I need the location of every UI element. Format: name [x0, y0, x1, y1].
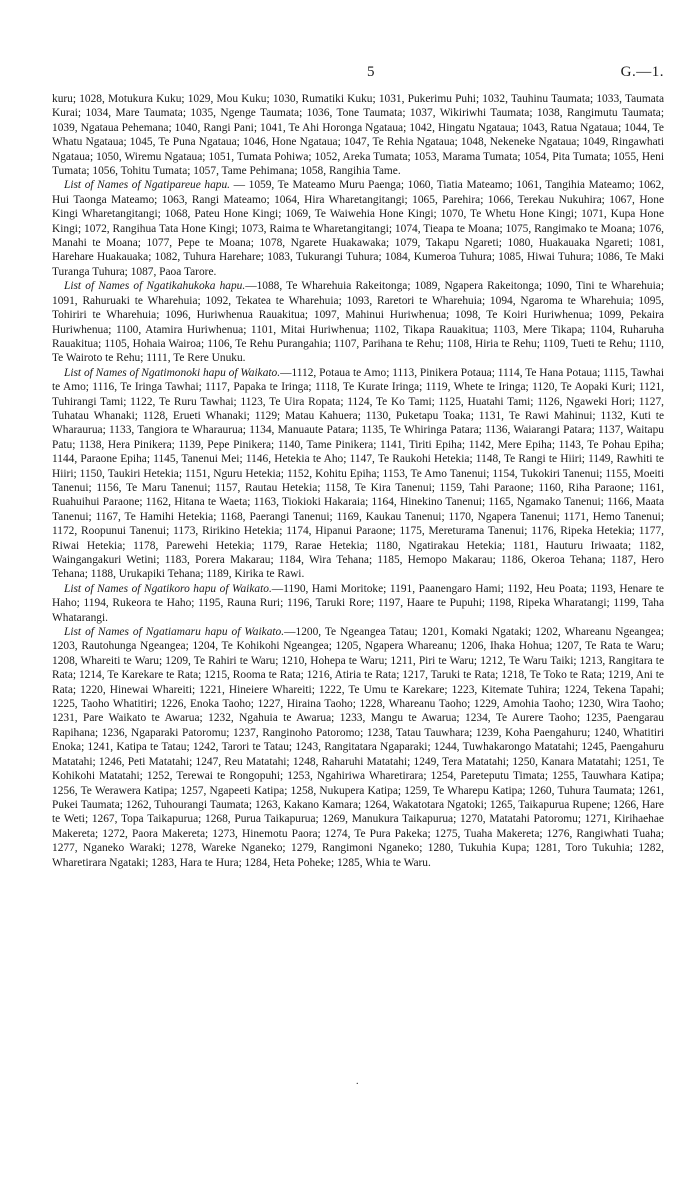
paragraph [52, 582, 664, 625]
paragraph [52, 625, 664, 870]
paragraph-text: —1112, Potaua te Amo; 1113, Pinikera Potaua; 1114, Te Hana Potaua; 1115, Tawhai te Amo; 1116, Te Iringa Tawhai; 1117, Papaka te Iringa; 1118, Te Kurate Iringa; 1119, Whete te Iringa; 1120, Te Aopaki Kuri; 1121, Tuhirangi Tami; 1122, Te Ruru Tawhai; 1123, Te Uira Ropata; 1124, Te Ko Tami; 1125, Huatahi Tami; 1126, Ngaweki Hori; 1127, Tuhatau Whanaki; 1128, Erueti Whanaki; 1129; Matau Kahuera; 1130, Puketapu Toaka; 1131, Te Rawi Mahinui; 1132, Kuti te Wharaurua; 1133, Tangiora te Wharaurua; 1134, Manuaute Patara; 1135, Te Whiringa Patara; 1136, Waiarangi Patara; 1137, Waitapu Patu; 1138, Hera Pinikera; 1139, Pepe Pinikera; 1140, Tame Pinikera; 1141, Tiriti Epiha; 1142, Mere Epiha; 1143, Te Pohau Epiha; 1144, Paraone Epiha; 1145, Tanenui Mei; 1146, Hetekia te Aho; 1147, Te Raukohi Hetekia; 1148, Te Rangi te Hiiri; 1149, Rawhiti te Hiiri; 1150, Taukiri Hetekia; 1151, Nguru Hetekia; 1152, Kohitu Epiha; 1153, Te Amo Tanenui; 1154, Tukokiri Tanenui; 1155, Moeiti Tanenui; 1156, Te Maru Tanenui; 1157, Rautau Hetekia; 1158, Te Kira Tanenui; 1159, Tahi Paraone; 1160, Riha Paraone; 1161, Ruahuihui Paraone; 1162, Hitana te Waeta; 1163, Tiokioki Hakaraia; 1164, Hinekino Tanenui; 1165, Ngamako Tanenui; 1166, Maata Tanenui; 1167, Te Hamihi Hetekia; 1168, Paerangi Tanenui; 1169, Kaukau Tanenui; 1170, Ngapera Tanenui; 1171, Hemo Tanenui; 1172, Roopunui Tanenui; 1173, Ririkino Hetekia; 1174, Hipanui Paraone; 1175, Mereturama Tanenui; 1176, Ripeka Hetekia; 1177, Riwai Hetekia; 1178, Parewehi Hetekia; 1179, Rarae Hetekia; 1180, Ngatirakau Hetekia; 1181, Hauturu Iriwaata; 1182, Waingangakuri Wetini; 1183, Porera Makarau; 1184, Wira Tehana; 1185, Hemopo Makarau; 1186, Okeroa Tehana; 1187, Hero Tehana; 1188, Urukapiki Tehana; 1189, Kirika te Rawi. [52, 366, 664, 581]
paragraph-text: —1200, Te Ngeangea Tatau; 1201, Komaki Ngataki; 1202, Whareanu Ngeangea; 1203, Rautohunga Ngeangea; 1204, Te Kohikohi Ngeangea; 1205, Ngapera Whareanu; 1206, Ihaka Hohua; 1207, Te Rata te Waru; 1208, Whareiti te Waru; 1209, Te Rahiri te Waru; 1210, Hohepa te Waru; 1211, Piri te Waru; 1212, Te Waru Taiki; 1213, Rangitara te Rata; 1214, Te Karekare te Rata; 1215, Rooma te Rata; 1216, Atiria te Rata; 1217, Taruki te Rata; 1218, Te Toko te Rata; 1219, Ani te Rata; 1220, Hinewai Whareiti; 1221, Hineiere Whareiti; 1222, Te Umu te Karekare; 1223, Kitemate Tuhira; 1224, Tekena Tapahi; 1225, Taoho Whatitiri; 1226, Enoka Taoho; 1227, Hiraina Taoho; 1228, Whareanu Taoho; 1229, Amohia Taoho; 1230, Wira Taoho; 1231, Pare Waikato te Awarua; 1232, Ngahuia te Awarua; 1233, Mangu te Awarua; 1234, Te Aurere Taoho; 1235, Paengarau Rapihana; 1236, Ngaparaki Patoromu; 1237, Ranginoho Patoromo; 1238, Tatau Tauwhara; 1239, Koha Paengahuru; 1240, Whatitiri Enoka; 1241, Katipa te Tatau; 1242, Tarori te Tatau; 1243, Rangitatara Ngaparaki; 1244, Tuwhakarongo Matatahi; 1245, Paengahuru Matatahi; 1246, Peti Matatahi; 1247, Reu Matatahi; 1248, Raharuhi Matatahi; 1249, Tera Matatahi; 1250, Kanara Matatahi; 1251, Te Kohikohi Matatahi; 1252, Terewai te Rongopuhi; 1253, Ngahiriwa Wharetirara; 1254, Pareteputu Timata; 1255, Tauwhara Katipa; 1256, Te Werawera Katipa; 1257, Ngapeeti Katipa; 1258, Nukupera Katipa; 1259, Te Wharepu Katipa; 1260, Tuhura Taumata; 1261, Pukei Taumata; 1262, Tuhourangi Taumata; 1263, Kakano Kamara; 1264, Wakatotara Ngatoki; 1265, Taikapurua Rupene; 1266, Hare te Weti; 1267, Topa Taikapurua; 1268, Purua Taikapurua; 1269, Manukura Taikapurua; 1270, Matatahi Patoromu; 1271, Kirihaehae Makereta; 1272, Paora Makereta; 1273, Hinemotu Paora; 1274, Te Pura Pakeka; 1275, Tuaha Makereta; 1276, Rangiwhati Tuaha; 1277, Nganeko Waraki; 1278, Wareke Nganeko; 1279, Rangimoni Nganeko; 1280, Tukuhia Kupa; 1281, Toro Tukuhia; 1282, Wharetirara Ngataki; 1283, Hara te Hura; 1284, Heta Poheke; 1285, Whia te Waru. [52, 626, 664, 869]
page-number: 5 [367, 64, 375, 80]
document-reference: G.—1. [620, 64, 664, 80]
section-heading: List of Names of Ngatimonoki hapu of Waikato. [64, 366, 281, 379]
paragraph [52, 279, 664, 365]
body-text [52, 92, 664, 870]
stray-mark: . [356, 1076, 359, 1087]
paragraph-text: —1088, Te Wharehuia Rakeitonga; 1089, Ngapera Rakeitonga; 1090, Tini te Wharehuia; 1091, Rahuruaki te Wharehuia; 1092, Tekatea te Wharehuia; 1093, Raretori te Wharehuia; 1094, Ngaroma te Wharehuia; 1095, Tohiriri te Wharehuia; 1096, Huriwhenua Rauakitua; 1097, Mahinui Huriwhenua; 1098, Te Koiri Huriwhenua; 1099, Pekaira Huriwhenua; 1100, Atamira Huriwhenua; 1101, Mitai Huriwhenua; 1102, Tikapa Rauakitua; 1103, Mere Tikapa; 1104, Ruharuha Rauakitua; 1105, Hohaia Wairoa; 1106, Te Rehu Purangahia; 1107, Parihana te Rehu; 1108, Hiria te Rehu; 1109, Tueti te Rehu; 1110, Te Wairoto te Rehu; 1111, Te Rere Unuku. [52, 280, 664, 365]
paragraph-text: kuru; 1028, Motukura Kuku; 1029, Mou Kuku; 1030, Rumatiki Kuku; 1031, Pukerimu Puhi; 1032, Tauhinu Taumata; 1033, Taumata Kurai; 1034, Mare Taumata; 1035, Ngenge Taumata; 1036, Tone Taumata; 1037, Wikiriwhi Taumata; 1038, Rangimutu Taumata; 1039, Ngataua Pehemana; 1040, Rangi Pani; 1041, Te Ahi Horonga Ngataua; 1042, Hingatu Ngataua; 1043, Ratua Ngataua; 1044, Te Whatu Ngataua; 1045, Te Puna Ngataua; 1046, Hone Ngataua; 1047, Te Rehia Ngataua; 1048, Nekeneke Ngataua; 1049, Ringawhati Ngataua; 1050, Wiremu Ngataua; 1051, Tumata Pohiwa; 1052, Areka Tumata; 1053, Marama Tumata; 1054, Pita Tumata; 1055, Heni Tumata; 1056, Tohitu Tumata; 1057, Tame Pehimana; 1058, Rangihia Tame. [52, 93, 664, 178]
paragraph-text: —1190, Hami Moritoke; 1191, Paanengaro Hami; 1192, Heu Poata; 1193, Henare te Haho; 1194, Rukeora te Haho; 1195, Rauna Ruri; 1196, Taruki Rore; 1197, Haare te Pupuhi; 1198, Ripeka Wharatangi; 1199, Taha Whatarangi. [52, 582, 664, 624]
paragraph-text: — 1059, Te Mateamo Muru Paenga; 1060, Tiatia Mateamo; 1061, Tangihia Mateamo; 1062, Hui Taonga Mateamo; 1063, Rangi Mateamo; 1064, Hira Wharetangitangi; 1065, Parehira; 1066, Terekau Nukuhira; 1067, Hone Kingi Wharetangitangi; 1068, Pateu Hone Kingi; 1069, Te Waiwehia Hone Kingi; 1070, Te Whetu Hone Kingi; 1071, Kupa Hone Kingi; 1072, Rangihua Tata Hone Kingi; 1073, Raima te Wharetangitangi; 1074, Tieapa te Moana; 1075, Rangimako te Moana; 1076, Manahi te Moana; 1077, Pepe te Moana; 1078, Ngarete Huakawaka; 1079, Takapu Ngareti; 1080, Huakauaka Ngareti; 1081, Harehare Huakauaka; 1082, Tuhura Harehare; 1083, Tukurangi Tuhura; 1084, Kumeroa Tuhura; 1085, Hiwai Tuhura; 1086, Te Maki Turanga Tuhura; 1087, Paoa Tarore. [52, 179, 664, 278]
section-heading: List of Names of Ngatikahukoka hapu. [64, 280, 246, 293]
document-page [52, 0, 664, 870]
page-header [52, 0, 664, 92]
section-heading: List of Names of Ngatipareue hapu. [64, 179, 231, 192]
section-heading: List of Names of Ngatiamaru hapu of Waikato. [64, 626, 285, 639]
section-heading: List of Names of Ngatikoro hapu of Waikato. [64, 582, 272, 595]
paragraph [52, 366, 664, 582]
paragraph [52, 178, 664, 279]
paragraph [52, 92, 664, 178]
